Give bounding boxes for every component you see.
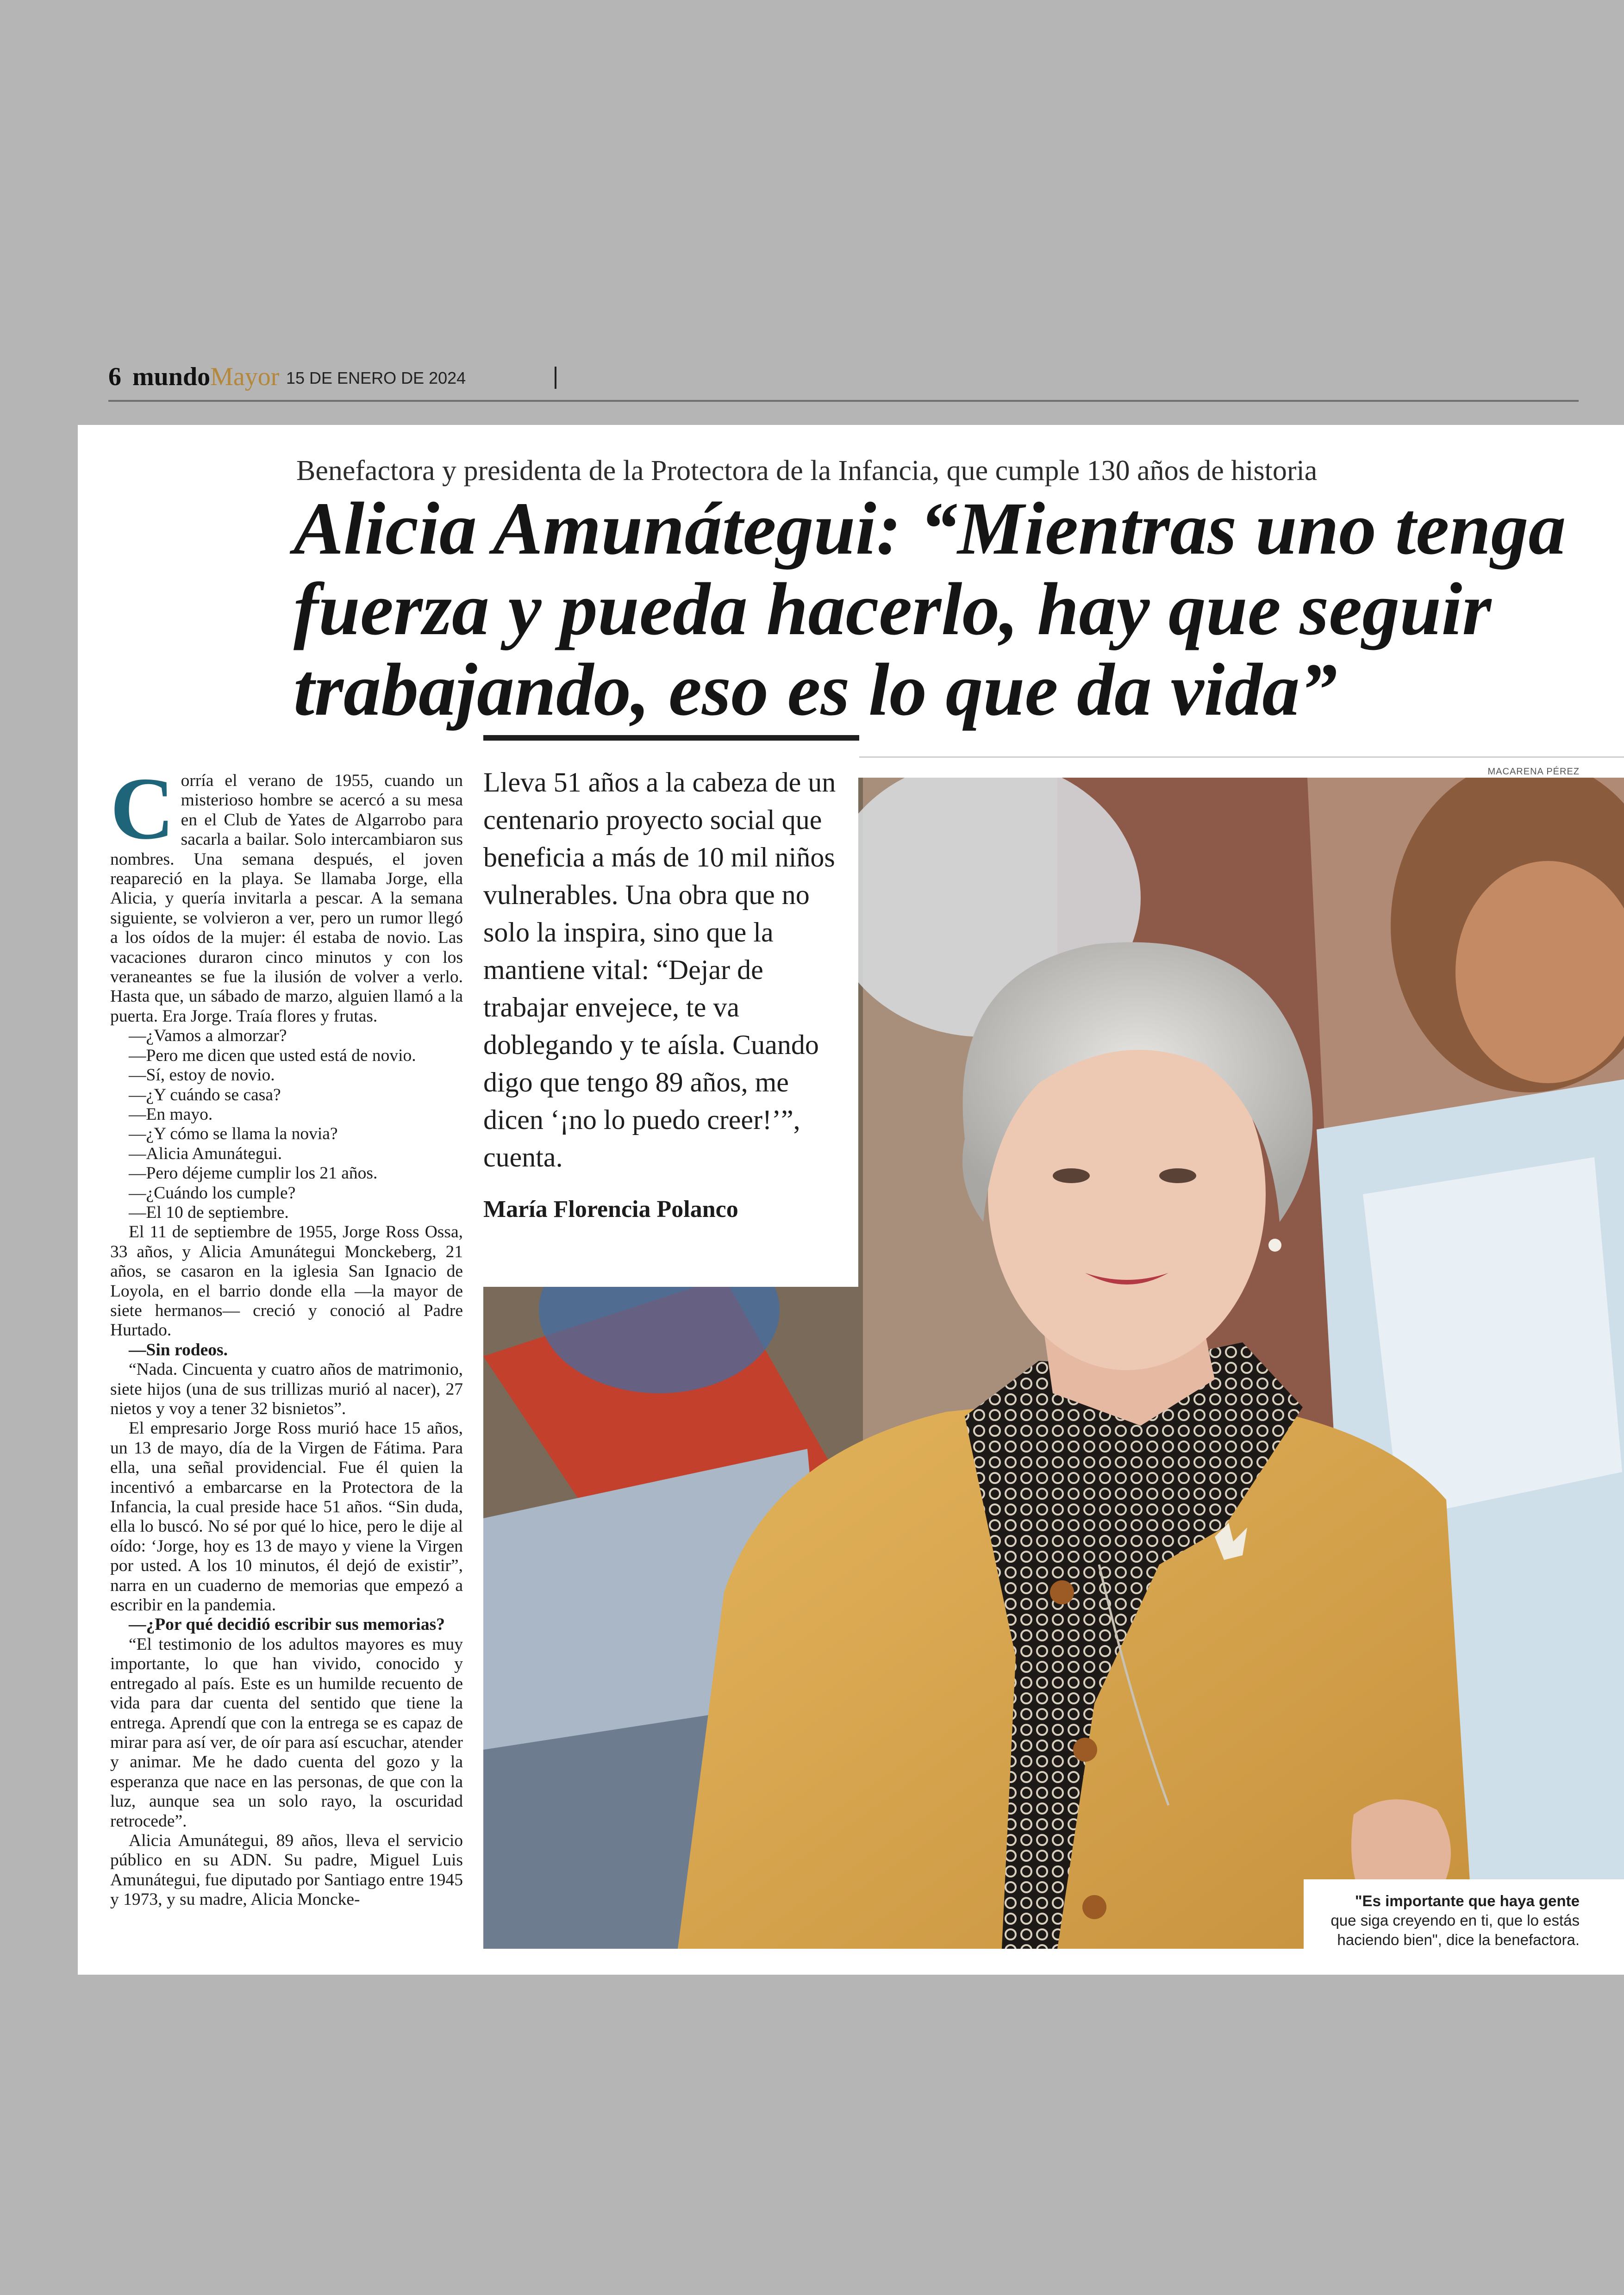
caption-lead: "Es importante que haya gente <box>1355 1892 1580 1909</box>
interview-question <box>110 1615 463 1634</box>
article-kicker: Benefactora y presidenta de la Protectora de la Infancia, que cumple 130 años de historia <box>296 455 1318 486</box>
paragraph-1-text: orría el verano de 1955, cuando un misterioso hombre se acercó a su mesa en el Club de Yates de Algarrobo para sacarla a bailar. Solo intercambiaron sus nombres. Una semana después, el joven reapareció en la playa. Se llamaba Jorge, ella Alicia, y quería invitarla a pescar. A la semana siguiente, se volvieron a ver, pero un rumor llegó a los oídos de la mujer: él estaba de novio. Las vacaciones duraron cinco minutos y con los veraneantes se fue la ilusión de volver a verlo. Hasta que, un sábado de marzo, alguien llamó a la puerta. Era Jorge. Traía flores y frutas. <box>110 771 463 1026</box>
paragraph-6: Alicia Amunátegui, 89 años, lleva el servicio público en su ADN. Su padre, Miguel Luis Amunátegui, fue diputado por Santiago entre 1945 y 1973, y su madre, Alicia Moncke- <box>110 1831 463 1909</box>
brand-part-1: mundo <box>132 362 211 391</box>
page-number: 6 <box>108 362 121 391</box>
interview-question-text: —Sin rodeos. <box>129 1340 228 1360</box>
paragraph-4: El empresario Jorge Ross murió hace 15 años, un 13 de mayo, día de la Virgen de Fátima. Para ella, una señal providencial. Fue él quien la incentivó a embarcarse en la Protectora de la Infancia, la cual preside hace 51 años. “Sin duda, ella lo buscó. No sé por qué lo hice, pero le dije al oído: ‘Jorge, hoy es 13 de mayo y viene la Virgen por usted. A los 10 minutos, él dejó de existir”, narra en un cuaderno de memorias que empezó a escribir en la pandemia. <box>110 1419 463 1615</box>
paragraph-1 <box>110 771 463 1026</box>
paragraph-3: “Nada. Cincuenta y cuatro años de matrimonio, siete hijos (una de sus trillizas murió al nacer), 27 nietos y voy a tener 32 bisnietos”. <box>110 1360 463 1418</box>
summary-box <box>483 759 858 1287</box>
page-header <box>108 360 1579 402</box>
interview-question <box>110 1341 463 1360</box>
dialogue-line: —¿Vamos a almorzar? <box>129 1026 287 1046</box>
interview-question-text: —¿Por qué decidió escribir sus memorias? <box>129 1615 445 1634</box>
dialogue-line: —El 10 de septiembre. <box>129 1203 289 1222</box>
issue-date: 15 DE ENERO DE 2024 <box>286 368 466 387</box>
dialogue-line: —Sí, estoy de novio. <box>129 1066 275 1085</box>
summary-text: Lleva 51 años a la cabeza de un centenario proyecto social que beneficia a más de 10 mil niños vulnerables. Una obra que no solo la inspira, sino que la mantiene vital: “Dejar de trabajar envejece, te va doblegando y te aísla. Cuando digo que tengo 89 años, me dicen ‘¡no lo puedo creer!’”, cuenta. <box>483 767 836 1172</box>
dialogue-line: —¿Cuándo los cumple? <box>129 1183 296 1203</box>
dialogue-line: —Pero me dicen que usted está de novio. <box>129 1046 416 1065</box>
photo-top-rule <box>859 756 1624 758</box>
photo-caption <box>1304 1879 1624 1975</box>
author-byline: María Florencia Polanco <box>483 1196 738 1222</box>
dialogue-line: —¿Y cómo se llama la novia? <box>129 1124 338 1144</box>
dialogue-line: —Pero déjeme cumplir los 21 años. <box>129 1164 378 1183</box>
dialogue-line: —Alicia Amunátegui. <box>129 1144 282 1163</box>
drop-cap: C <box>110 771 175 858</box>
article-panel <box>78 425 1624 1975</box>
header-divider <box>555 367 556 389</box>
paragraph-2: El 11 de septiembre de 1955, Jorge Ross Ossa, 33 años, y Alicia Amunátegui Monckeberg, 21 años, se casaron en la iglesia San Ignacio de Loyola, en el barrio donde ella —la mayor de siete hermanos— creció y conoció al Padre Hurtado. <box>110 1222 463 1340</box>
section-brand <box>132 362 279 392</box>
paragraph-5: “El testimonio de los adultos mayores es muy importante, lo que han vivido, conocido y entregado al país. Este es un humilde recuento de vida para dar cuenta del sentido que tiene la entrega. Aprendí que con la entrega se es capaz de mirar para así ver, de oír para así escuchar, atender y animar. Me he dado cuenta del gozo y la esperanza que nace en las personas, de que con la luz, aunque sea un solo rayo, la oscuridad retrocede”. <box>110 1634 463 1831</box>
caption-text: que siga creyendo en ti, que lo estás haciendo bien", dice la benefactora. <box>1330 1912 1580 1948</box>
headline-rule <box>483 735 859 741</box>
article-body <box>110 771 463 1956</box>
brand-part-2: Mayor <box>210 362 280 391</box>
dialogue-line: —En mayo. <box>129 1104 213 1124</box>
article-headline: Alicia Amunátegui: “Mientras uno tenga fuerza y pueda hacerlo, hay que seguir trabajando, eso es lo que da vida” <box>294 487 1566 731</box>
photo-credit: MACARENA PÉREZ <box>1487 767 1580 777</box>
dialogue-line: —¿Y cuándo se casa? <box>129 1085 281 1104</box>
